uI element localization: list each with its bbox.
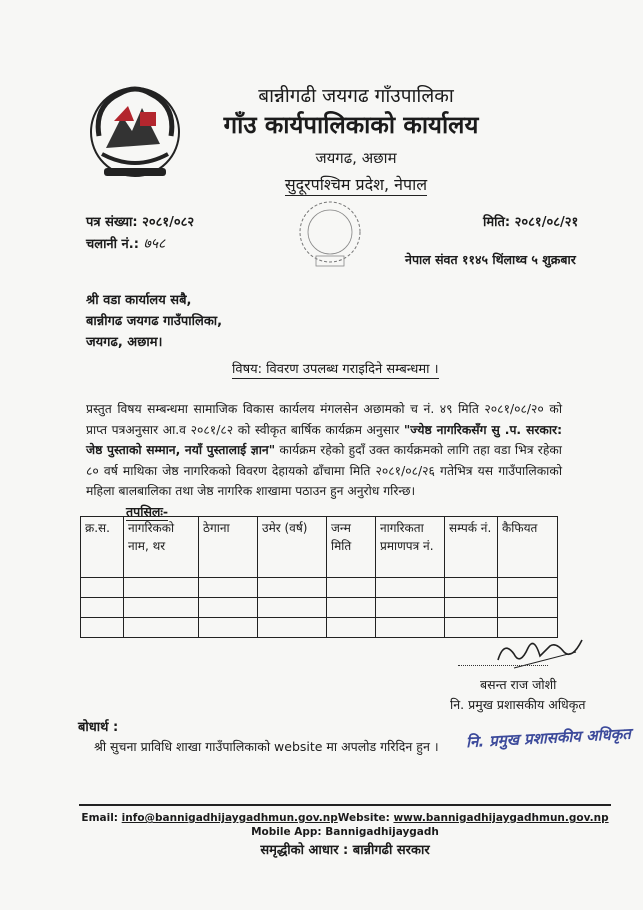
col-birth-date: जन्म मिति bbox=[327, 517, 376, 578]
recipient-line-2: बान्नीगढ जयगढ गाउँपालिका, bbox=[86, 314, 223, 329]
letter-body bbox=[86, 399, 562, 502]
table-cell bbox=[376, 598, 445, 618]
table-cell bbox=[445, 598, 498, 618]
table-cell bbox=[327, 578, 376, 598]
table-row bbox=[81, 618, 558, 638]
dispatch-label: चलानी नं.: bbox=[86, 237, 139, 252]
table-cell bbox=[124, 598, 199, 618]
table-row bbox=[81, 578, 558, 598]
cc-label: बोधार्थ : bbox=[78, 720, 119, 735]
body-part-1: प्रस्तुत विषय सम्बन्धमा सामाजिक विकास कार्यलय मंगलसेन अछामको च नं. ४९ मिति २०८१/०८/२० को प्राप्त पत्रअनुसार आ.व २०८१/८२ को स्वीकृत बार्षिक कार्यक्रम अनुसार bbox=[86, 402, 562, 437]
table-cell bbox=[258, 578, 327, 598]
ref-label: पत्र संख्या: bbox=[86, 215, 138, 230]
col-age: उमेर (वर्ष) bbox=[258, 517, 327, 578]
footer-motto: समृद्धीको आधार : बान्नीगढी सरकार bbox=[260, 843, 430, 858]
handwritten-signature bbox=[494, 626, 594, 676]
table-cell bbox=[81, 598, 124, 618]
office-place: जयगढ, अछाम bbox=[315, 149, 397, 167]
letter-date bbox=[483, 212, 578, 230]
province-text: सुदूरपश्चिम प्रदेश, नेपाल bbox=[284, 175, 428, 194]
table-row bbox=[81, 598, 558, 618]
table-cell bbox=[498, 598, 558, 618]
dispatch-number bbox=[86, 234, 165, 253]
office-name: गाँउ कार्यपालिकाको कार्यालय bbox=[223, 111, 479, 139]
body-part-2: कार्यक्रम रहेको हुदाँ उक्त कार्यक्रमको लागि तहा वडा भित्र रहेका ८० वर्ष माथिका जेष्ठ नागरिकको विवरण देहायको ढाँचामा मिति २०८१/०८/२६ गतेभित्र यस गाउँपालिकाको महिला बालबालिका तथा जेष्ठ नागरिक शाखामा पठाउन हुन अनुरोध गरिन्छ। bbox=[86, 443, 562, 498]
col-contact: सम्पर्क नं. bbox=[445, 517, 498, 578]
mobile-app: Mobile App: Bannigadhijaygadh bbox=[251, 826, 439, 838]
footer-contacts bbox=[79, 812, 611, 824]
signer-title: नि. प्रमुख प्रशासकीय अधिकृत bbox=[450, 697, 586, 712]
table-cell bbox=[445, 618, 498, 638]
website-link[interactable]: www.bannigadhijaygadhmun.gov.np bbox=[393, 812, 609, 824]
recipient-line-3: जयगढ, अछाम। bbox=[86, 335, 163, 350]
recipient-line-1: श्री वडा कार्यालय सबै, bbox=[86, 293, 192, 308]
signer-name: बसन्त राज जोशी bbox=[480, 677, 557, 692]
table-cell bbox=[498, 578, 558, 598]
citizen-details-table bbox=[80, 516, 558, 638]
signature-line bbox=[458, 665, 548, 666]
footer-divider bbox=[79, 804, 611, 806]
letter-subject: विषय: विवरण उपलब्ध गराइदिने सम्बन्धमा । bbox=[232, 359, 439, 379]
officer-seal: नि. प्रमुख प्रशासकीय अधिकृत bbox=[465, 724, 632, 752]
details-label: तपसिलः- bbox=[126, 504, 169, 519]
table-cell bbox=[199, 618, 258, 638]
table-cell bbox=[81, 618, 124, 638]
table-cell bbox=[124, 578, 199, 598]
col-remarks: कैफियत bbox=[498, 517, 558, 578]
dispatch-value: ७५८ bbox=[143, 237, 166, 252]
table-cell bbox=[258, 618, 327, 638]
municipality-name: बान्नीगढी जयगढ गाँउपालिका bbox=[258, 85, 454, 107]
table-cell bbox=[258, 598, 327, 618]
col-name: नागरिकको नाम, थर bbox=[124, 517, 199, 578]
office-province bbox=[226, 173, 486, 195]
table-cell bbox=[81, 578, 124, 598]
table-cell bbox=[376, 578, 445, 598]
cc-text: श्री सुचना प्राविधि शाखा गाउँपालिकाको website मा अपलोड गरिदिन हुन । bbox=[94, 739, 439, 754]
table-cell bbox=[199, 598, 258, 618]
email-link[interactable]: info@bannigadhijaygadhmun.gov.np bbox=[121, 812, 338, 824]
program-title: "ज्येष्ठ नागरिकसँग सु .प. सरकार: जेष्ठ पुस्ताको सम्मान, नयाँ पुस्तालाई ज्ञान" bbox=[86, 422, 562, 457]
table-cell bbox=[199, 578, 258, 598]
table-header-row bbox=[81, 517, 558, 578]
table-cell bbox=[445, 578, 498, 598]
table-cell bbox=[376, 618, 445, 638]
nepal-sambat-date: नेपाल संवत ११४५ थिंलाथ्व ५ शुक्रबार bbox=[405, 252, 576, 267]
date-value: २०८१/०८/२१ bbox=[514, 215, 579, 230]
website-label: Website: bbox=[337, 812, 394, 824]
table-cell bbox=[327, 618, 376, 638]
table-cell bbox=[327, 598, 376, 618]
municipality-emblem-logo bbox=[84, 76, 186, 184]
email-label: Email: bbox=[81, 812, 122, 824]
col-citizenship-no: नागरिकता प्रमाणपत्र नं. bbox=[376, 517, 445, 578]
col-address: ठेगाना bbox=[199, 517, 258, 578]
reference-number bbox=[86, 212, 194, 230]
col-serial: क्र.स. bbox=[81, 517, 124, 578]
ref-value: २०८१/०८२ bbox=[142, 215, 195, 230]
office-stamp bbox=[290, 196, 370, 272]
table-cell bbox=[124, 618, 199, 638]
date-label: मिति: bbox=[483, 215, 511, 230]
